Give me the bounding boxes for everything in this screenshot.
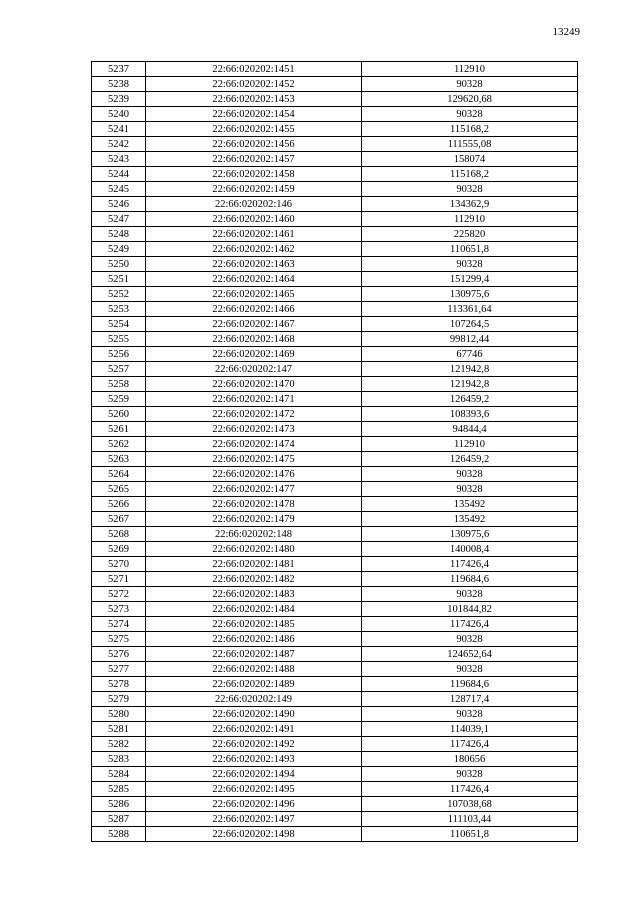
table-row [92, 62, 578, 77]
cadastral-value-cell: 67746 [362, 347, 578, 362]
table-row [92, 137, 578, 152]
row-number-cell: 5278 [92, 677, 146, 692]
cadastral-value-cell: 90328 [362, 182, 578, 197]
row-number-cell: 5237 [92, 62, 146, 77]
table-body [92, 62, 578, 842]
row-number-cell: 5258 [92, 377, 146, 392]
row-number-cell: 5254 [92, 317, 146, 332]
cadastral-number-cell: 22:66:020202:146 [146, 197, 362, 212]
cadastral-number-cell: 22:66:020202:1467 [146, 317, 362, 332]
cadastral-number-cell: 22:66:020202:1498 [146, 827, 362, 842]
row-number-cell: 5280 [92, 707, 146, 722]
cadastral-number-cell: 22:66:020202:1459 [146, 182, 362, 197]
cadastral-value-cell: 101844,82 [362, 602, 578, 617]
cadastral-value-cell: 119684,6 [362, 572, 578, 587]
table-row [92, 182, 578, 197]
row-number-cell: 5284 [92, 767, 146, 782]
row-number-cell: 5246 [92, 197, 146, 212]
cadastral-number-cell: 22:66:020202:1474 [146, 437, 362, 452]
table-row [92, 452, 578, 467]
cadastral-number-cell: 22:66:020202:1472 [146, 407, 362, 422]
table-row [92, 827, 578, 842]
row-number-cell: 5267 [92, 512, 146, 527]
cadastral-value-cell: 112910 [362, 212, 578, 227]
cadastral-number-cell: 22:66:020202:1482 [146, 572, 362, 587]
table-row [92, 797, 578, 812]
cadastral-value-cell: 129620,68 [362, 92, 578, 107]
table-row [92, 362, 578, 377]
cadastral-value-cell: 90328 [362, 707, 578, 722]
table-row [92, 527, 578, 542]
row-number-cell: 5276 [92, 647, 146, 662]
cadastral-number-cell: 22:66:020202:1461 [146, 227, 362, 242]
cadastral-number-cell: 22:66:020202:1486 [146, 632, 362, 647]
table-row [92, 512, 578, 527]
table-row [92, 257, 578, 272]
row-number-cell: 5257 [92, 362, 146, 377]
cadastral-value-cell: 110651,8 [362, 827, 578, 842]
cadastral-value-cell: 112910 [362, 437, 578, 452]
cadastral-number-cell: 22:66:020202:1470 [146, 377, 362, 392]
row-number-cell: 5256 [92, 347, 146, 362]
row-number-cell: 5265 [92, 482, 146, 497]
cadastral-number-cell: 22:66:020202:1479 [146, 512, 362, 527]
table-row [92, 272, 578, 287]
cadastral-number-cell: 22:66:020202:1488 [146, 662, 362, 677]
cadastral-number-cell: 22:66:020202:1456 [146, 137, 362, 152]
table-row [92, 332, 578, 347]
cadastral-value-cell: 94844,4 [362, 422, 578, 437]
cadastral-value-cell: 117426,4 [362, 617, 578, 632]
table-row [92, 77, 578, 92]
table-row [92, 122, 578, 137]
cadastral-number-cell: 22:66:020202:1491 [146, 722, 362, 737]
cadastral-value-cell: 130975,6 [362, 527, 578, 542]
cadastral-number-cell: 22:66:020202:1493 [146, 752, 362, 767]
cadastral-value-cell: 180656 [362, 752, 578, 767]
table-row [92, 587, 578, 602]
cadastral-value-cell: 99812,44 [362, 332, 578, 347]
row-number-cell: 5264 [92, 467, 146, 482]
row-number-cell: 5247 [92, 212, 146, 227]
cadastral-number-cell: 22:66:020202:1484 [146, 602, 362, 617]
table-row [92, 602, 578, 617]
table-row [92, 392, 578, 407]
row-number-cell: 5248 [92, 227, 146, 242]
cadastral-value-cell: 90328 [362, 482, 578, 497]
cadastral-number-cell: 22:66:020202:1466 [146, 302, 362, 317]
row-number-cell: 5253 [92, 302, 146, 317]
cadastral-number-cell: 22:66:020202:1460 [146, 212, 362, 227]
row-number-cell: 5272 [92, 587, 146, 602]
cadastral-value-cell: 140008,4 [362, 542, 578, 557]
row-number-cell: 5279 [92, 692, 146, 707]
cadastral-number-cell: 22:66:020202:1462 [146, 242, 362, 257]
table-row [92, 662, 578, 677]
row-number-cell: 5262 [92, 437, 146, 452]
table-row [92, 557, 578, 572]
row-number-cell: 5249 [92, 242, 146, 257]
row-number-cell: 5268 [92, 527, 146, 542]
row-number-cell: 5243 [92, 152, 146, 167]
cadastral-value-cell: 90328 [362, 107, 578, 122]
cadastral-number-cell: 22:66:020202:1473 [146, 422, 362, 437]
cadastral-number-cell: 22:66:020202:1494 [146, 767, 362, 782]
cadastral-value-cell: 113361,64 [362, 302, 578, 317]
row-number-cell: 5255 [92, 332, 146, 347]
table-row [92, 482, 578, 497]
cadastral-number-cell: 22:66:020202:1496 [146, 797, 362, 812]
cadastral-value-cell: 117426,4 [362, 782, 578, 797]
row-number-cell: 5271 [92, 572, 146, 587]
table-row [92, 197, 578, 212]
cadastral-value-cell: 135492 [362, 512, 578, 527]
row-number-cell: 5261 [92, 422, 146, 437]
table-row [92, 647, 578, 662]
cadastral-number-cell: 22:66:020202:147 [146, 362, 362, 377]
row-number-cell: 5282 [92, 737, 146, 752]
cadastral-number-cell: 22:66:020202:149 [146, 692, 362, 707]
table-row [92, 752, 578, 767]
cadastral-number-cell: 22:66:020202:1481 [146, 557, 362, 572]
table-row [92, 737, 578, 752]
cadastral-value-cell: 90328 [362, 767, 578, 782]
row-number-cell: 5275 [92, 632, 146, 647]
cadastral-value-cell: 115168,2 [362, 167, 578, 182]
cadastral-value-cell: 90328 [362, 587, 578, 602]
row-number-cell: 5238 [92, 77, 146, 92]
table-row [92, 692, 578, 707]
cadastral-value-cell: 124652,64 [362, 647, 578, 662]
table-row [92, 767, 578, 782]
cadastral-number-cell: 22:66:020202:1490 [146, 707, 362, 722]
cadastral-value-cell: 90328 [362, 257, 578, 272]
row-number-cell: 5263 [92, 452, 146, 467]
table-row [92, 617, 578, 632]
cadastral-value-cell: 90328 [362, 662, 578, 677]
table-row [92, 302, 578, 317]
cadastral-value-cell: 117426,4 [362, 557, 578, 572]
row-number-cell: 5239 [92, 92, 146, 107]
row-number-cell: 5252 [92, 287, 146, 302]
row-number-cell: 5288 [92, 827, 146, 842]
cadastral-number-cell: 22:66:020202:1453 [146, 92, 362, 107]
cadastral-value-cell: 111555,08 [362, 137, 578, 152]
row-number-cell: 5260 [92, 407, 146, 422]
cadastral-number-cell: 22:66:020202:1487 [146, 647, 362, 662]
row-number-cell: 5266 [92, 497, 146, 512]
table-row [92, 212, 578, 227]
cadastral-value-cell: 126459,2 [362, 392, 578, 407]
cadastral-number-cell: 22:66:020202:1497 [146, 812, 362, 827]
row-number-cell: 5241 [92, 122, 146, 137]
cadastral-number-cell: 22:66:020202:1458 [146, 167, 362, 182]
cadastral-number-cell: 22:66:020202:1463 [146, 257, 362, 272]
cadastral-number-cell: 22:66:020202:1476 [146, 467, 362, 482]
table-row [92, 242, 578, 257]
table-row [92, 722, 578, 737]
row-number-cell: 5240 [92, 107, 146, 122]
table-row [92, 347, 578, 362]
table-row [92, 377, 578, 392]
row-number-cell: 5273 [92, 602, 146, 617]
table-row [92, 437, 578, 452]
cadastral-value-cell: 151299,4 [362, 272, 578, 287]
table-row [92, 422, 578, 437]
row-number-cell: 5269 [92, 542, 146, 557]
row-number-cell: 5251 [92, 272, 146, 287]
cadastral-number-cell: 22:66:020202:1455 [146, 122, 362, 137]
table-row [92, 542, 578, 557]
cadastral-number-cell: 22:66:020202:1471 [146, 392, 362, 407]
row-number-cell: 5277 [92, 662, 146, 677]
row-number-cell: 5283 [92, 752, 146, 767]
cadastral-value-cell: 158074 [362, 152, 578, 167]
cadastral-value-cell: 121942,8 [362, 377, 578, 392]
page-number: 13249 [552, 26, 580, 38]
row-number-cell: 5281 [92, 722, 146, 737]
cadastral-value-cell: 90328 [362, 77, 578, 92]
table-row [92, 677, 578, 692]
cadastral-value-cell: 117426,4 [362, 737, 578, 752]
cadastral-value-cell: 135492 [362, 497, 578, 512]
row-number-cell: 5286 [92, 797, 146, 812]
cadastral-value-cell: 119684,6 [362, 677, 578, 692]
cadastral-number-cell: 22:66:020202:148 [146, 527, 362, 542]
cadastral-value-cell: 130975,6 [362, 287, 578, 302]
cadastral-number-cell: 22:66:020202:1451 [146, 62, 362, 77]
cadastral-value-cell: 110651,8 [362, 242, 578, 257]
cadastral-number-cell: 22:66:020202:1492 [146, 737, 362, 752]
cadastral-value-cell: 90328 [362, 467, 578, 482]
table-row [92, 92, 578, 107]
table-row [92, 782, 578, 797]
row-number-cell: 5270 [92, 557, 146, 572]
cadastral-number-cell: 22:66:020202:1464 [146, 272, 362, 287]
cadastral-number-cell: 22:66:020202:1480 [146, 542, 362, 557]
cadastral-number-cell: 22:66:020202:1454 [146, 107, 362, 122]
cadastral-value-cell: 115168,2 [362, 122, 578, 137]
cadastral-number-cell: 22:66:020202:1477 [146, 482, 362, 497]
cadastral-number-cell: 22:66:020202:1495 [146, 782, 362, 797]
cadastral-value-cell: 90328 [362, 632, 578, 647]
cadastral-value-table [91, 61, 578, 842]
cadastral-number-cell: 22:66:020202:1465 [146, 287, 362, 302]
table-row [92, 497, 578, 512]
cadastral-value-cell: 134362,9 [362, 197, 578, 212]
table-row [92, 812, 578, 827]
table-row [92, 317, 578, 332]
cadastral-value-cell: 107264,5 [362, 317, 578, 332]
cadastral-value-cell: 121942,8 [362, 362, 578, 377]
cadastral-value-cell: 112910 [362, 62, 578, 77]
row-number-cell: 5259 [92, 392, 146, 407]
cadastral-number-cell: 22:66:020202:1485 [146, 617, 362, 632]
row-number-cell: 5245 [92, 182, 146, 197]
table-row [92, 152, 578, 167]
row-number-cell: 5244 [92, 167, 146, 182]
table-row [92, 467, 578, 482]
cadastral-number-cell: 22:66:020202:1468 [146, 332, 362, 347]
cadastral-number-cell: 22:66:020202:1469 [146, 347, 362, 362]
cadastral-value-cell: 126459,2 [362, 452, 578, 467]
cadastral-number-cell: 22:66:020202:1475 [146, 452, 362, 467]
table-row [92, 227, 578, 242]
table-row [92, 407, 578, 422]
row-number-cell: 5287 [92, 812, 146, 827]
cadastral-number-cell: 22:66:020202:1478 [146, 497, 362, 512]
cadastral-number-cell: 22:66:020202:1489 [146, 677, 362, 692]
cadastral-value-cell: 114039,1 [362, 722, 578, 737]
table-row [92, 167, 578, 182]
cadastral-value-cell: 108393,6 [362, 407, 578, 422]
cadastral-value-cell: 107038,68 [362, 797, 578, 812]
table-row [92, 632, 578, 647]
row-number-cell: 5285 [92, 782, 146, 797]
row-number-cell: 5274 [92, 617, 146, 632]
row-number-cell: 5242 [92, 137, 146, 152]
table-row [92, 107, 578, 122]
cadastral-number-cell: 22:66:020202:1452 [146, 77, 362, 92]
cadastral-number-cell: 22:66:020202:1457 [146, 152, 362, 167]
table-row [92, 572, 578, 587]
cadastral-number-cell: 22:66:020202:1483 [146, 587, 362, 602]
table-row [92, 287, 578, 302]
cadastral-value-cell: 111103,44 [362, 812, 578, 827]
table-row [92, 707, 578, 722]
cadastral-value-cell: 128717,4 [362, 692, 578, 707]
row-number-cell: 5250 [92, 257, 146, 272]
cadastral-value-cell: 225820 [362, 227, 578, 242]
